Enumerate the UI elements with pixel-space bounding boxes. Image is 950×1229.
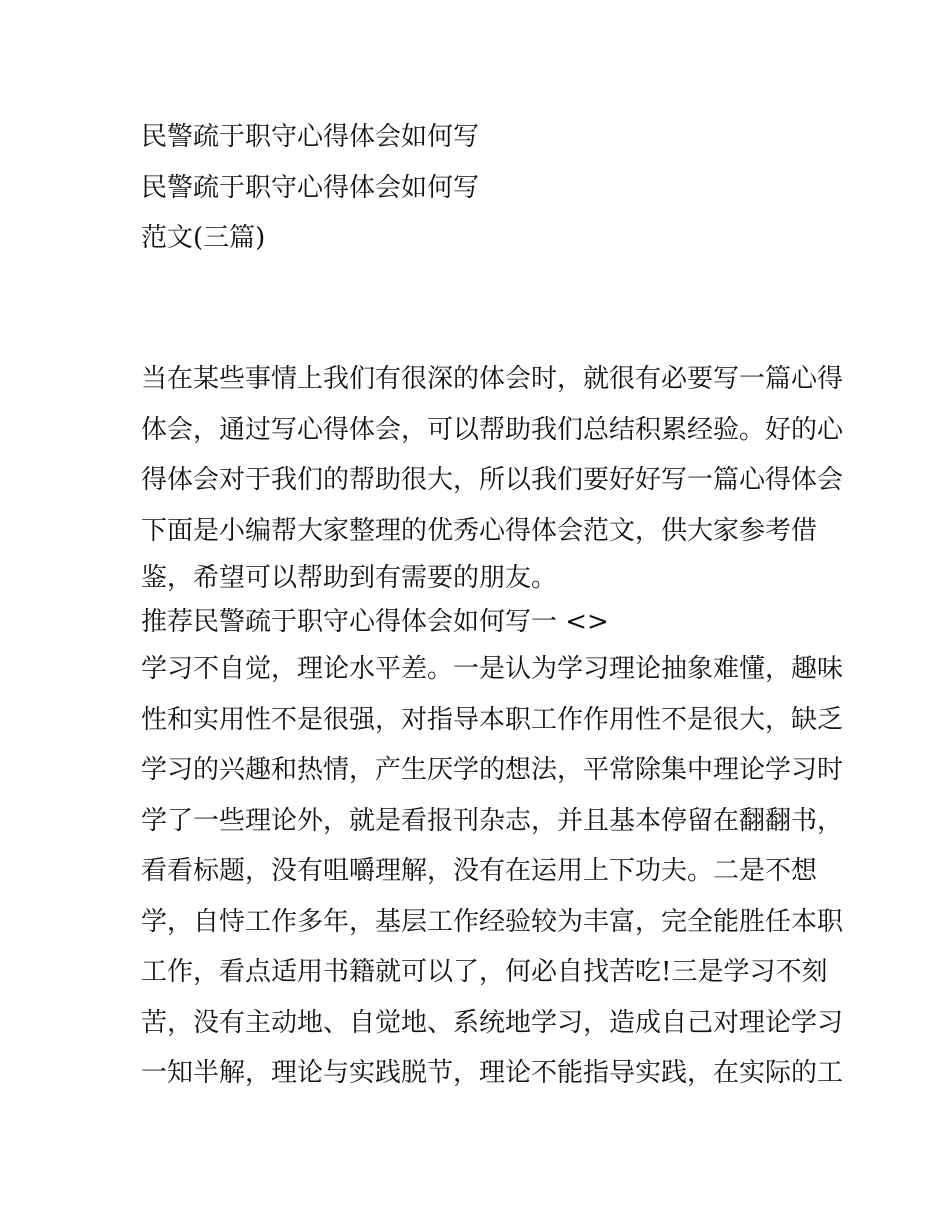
body-line: 一知半解，理论与实践脱节，理论不能指导实践，在实际的工 — [141, 1058, 844, 1088]
body-line: 学了一些理论外，就是看报刊杂志，并且基本停留在翻翻书， — [141, 805, 844, 836]
body-line: 看看标题，没有咀嚼理解，没有在运用上下功夫。二是不想 — [141, 856, 818, 886]
intro-line: 体会，通过写心得体会，可以帮助我们总结积累经验。好的心 — [141, 414, 844, 445]
section-heading: 推荐民警疏于职守心得体会如何写一 <> — [141, 607, 609, 637]
body-line: 学习不自觉，理论水平差。一是认为学习理论抽象难懂，趣味 — [141, 654, 844, 684]
body-line: 学习的兴趣和热情，产生厌学的想法，平常除集中理论学习时 — [141, 755, 844, 785]
intro-line: 鉴，希望可以帮助到有需要的朋友。 — [141, 563, 558, 593]
body-line: 学，自恃工作多年，基层工作经验较为丰富，完全能胜任本职 — [141, 906, 844, 937]
document-title — [141, 112, 841, 264]
document-body — [141, 354, 844, 1099]
body-line: 苦，没有主动地、自觉地、系统地学习，造成自己对理论学习 — [141, 1007, 844, 1038]
title-line: 民警疏于职守心得体会如何写 — [141, 122, 480, 152]
body-line: 性和实用性不是很强，对指导本职工作作用性不是很大，缺乏 — [141, 704, 844, 735]
intro-line: 下面是小编帮大家整理的优秀心得体会范文，供大家参考借 — [141, 515, 818, 546]
body-line: 工作，看点适用书籍就可以了，何必自找苦吃!三是学习不刻 — [141, 957, 828, 987]
title-line: 民警疏于职守心得体会如何写 — [141, 172, 480, 203]
intro-line: 得体会对于我们的帮助很大，所以我们要好好写一篇心得体会 — [141, 465, 844, 495]
intro-line: 当在某些事情上我们有很深的体会时，就很有必要写一篇心得 — [141, 364, 844, 394]
title-line: 范文(三篇) — [141, 223, 266, 253]
